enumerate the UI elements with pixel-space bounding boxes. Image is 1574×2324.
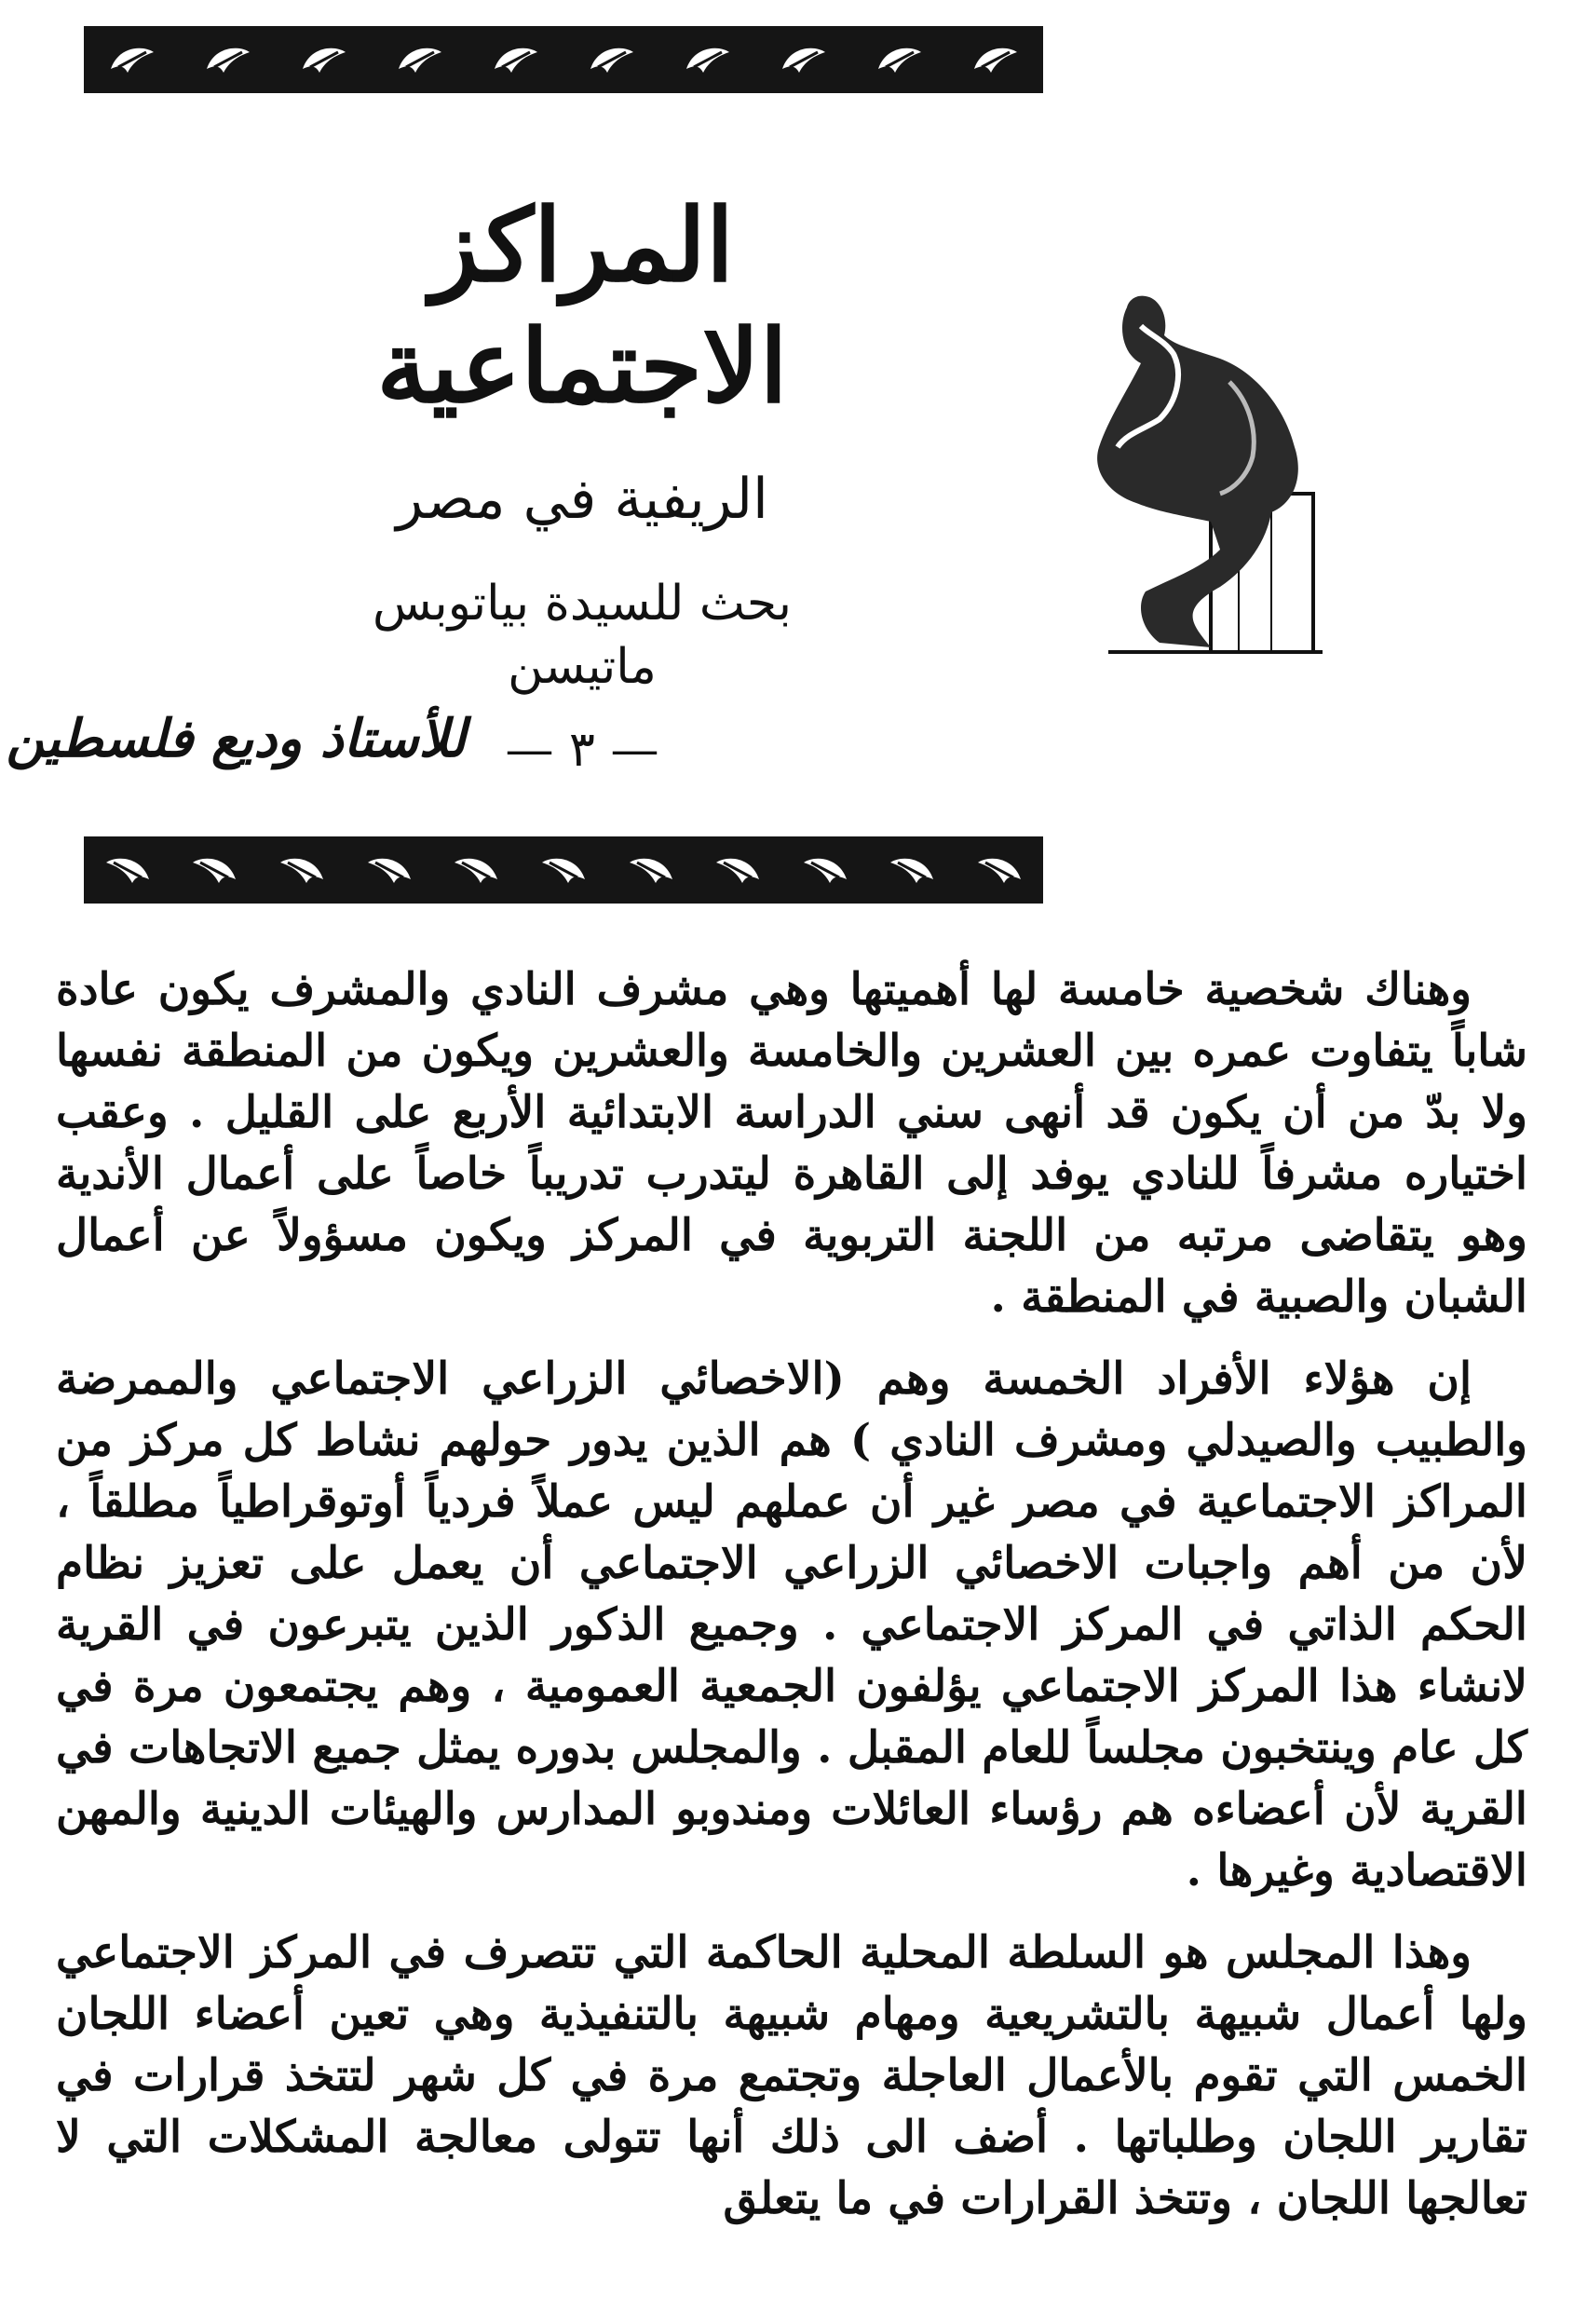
article-byline: بحث للسيدة بياتوبس ماتيسن: [373, 576, 792, 695]
leaf-ornament-icon: [711, 851, 765, 889]
article-body: [56, 959, 1527, 2250]
leaf-ornament-icon: [393, 41, 447, 78]
leaf-ornament-icon: [362, 851, 416, 889]
part-number: — ٣ —: [505, 722, 659, 779]
article-author: للأستاذ وديع فلسطين: [6, 708, 466, 769]
leaf-ornament-icon: [873, 41, 927, 78]
body-paragraph: وهناك شخصية خامسة لها أهميتها وهي مشرف النادي والمشرف يكون عادة شاباً يتفاوت عمره بين العشرين والخامسة والعشرين ويكون من المنطقة نفسها ولا بدّ من أن يكون قد أنهى سني الدراسة الابتدائية الأربع على القليل . وعقب اختياره مشرفاً للنادي يوفد إلى القاهرة ليتدرب تدريباً خاصاً على أعمال الأندية وهو يتقاضى مرتبه من اللجنة التربوية في المركز ويكون مسؤولاً عن أعمال الشبان والصبية في المنطقة .: [56, 964, 1527, 1323]
leaf-ornament-icon: [489, 41, 543, 78]
article-subtitle: الريفية في مصر: [396, 467, 768, 533]
leaf-ornament-icon: [536, 851, 590, 889]
top-ornament-band: [84, 26, 1043, 93]
leaf-ornament-icon: [798, 851, 852, 889]
leaf-ornament-icon: [585, 41, 639, 78]
thinker-statue-illustration: [1071, 270, 1323, 661]
leaf-ornament-icon: [681, 41, 735, 78]
leaf-ornament-icon: [187, 851, 241, 889]
leaf-ornament-icon: [624, 851, 678, 889]
leaf-ornament-icon: [275, 851, 329, 889]
leaf-ornament-icon: [101, 851, 155, 889]
leaf-ornament-icon: [449, 851, 503, 889]
bottom-ornament-band: [84, 836, 1043, 904]
leaf-ornament-icon: [297, 41, 351, 78]
leaf-ornament-icon: [972, 851, 1026, 889]
leaf-ornament-icon: [105, 41, 159, 78]
body-paragraph: إن هؤلاء الأفراد الخمسة وهم (الاخصائي الزراعي الاجتماعي والممرضة والطبيب والصيدلي ومشرف النادي ) هم الذين يدور حولهم نشاط كل مركز من المراكز الاجتماعية في مصر غير أن عملهم ليس عملاً فردياً أوتوقراطياً مطلقاً ، لأن من أهم واجبات الاخصائي الزراعي الاجتماعي أن يعمل على تعزيز نظام الحكم الذاتي في المركز الاجتماعي . وجميع الذكور الذين يتبرعون في القرية لانشاء هذا المركز الاجتماعي يؤلفون الجمعية العمومية ، وهم يجتمعون مرة في كل عام وينتخبون مجلساً للعام المقبل . والمجلس بدوره يمثل جميع الاتجاهات في القرية لأن أعضاءه هم رؤساء العائلات ومندوبو المدارس والهيئات الدينية والمهن الاقتصادية وغيرها .: [56, 1353, 1527, 1896]
leaf-ornament-icon: [969, 41, 1023, 78]
body-paragraph: وهذا المجلس هو السلطة المحلية الحاكمة التي تتصرف في المركز الاجتماعي ولها أعمال شبيهة بالتشريعية ومهام شبيهة بالتنفيذية وهي تعين أعضاء اللجان الخمس التي تقوم بالأعمال العاجلة وتجتمع مرة في كل شهر لتتخذ قرارات في تقارير اللجان وطلباتها . أضف الى ذلك أنها تتولى معالجة المشكلات التي لا تعالجها اللجان ، وتتخذ القرارات في ما يتعلق: [56, 1927, 1527, 2224]
leaf-ornament-icon: [201, 41, 255, 78]
leaf-ornament-icon: [885, 851, 939, 889]
leaf-ornament-icon: [777, 41, 831, 78]
article-headline: [307, 186, 857, 782]
article-title: المراكز الاجتماعية: [376, 187, 788, 426]
